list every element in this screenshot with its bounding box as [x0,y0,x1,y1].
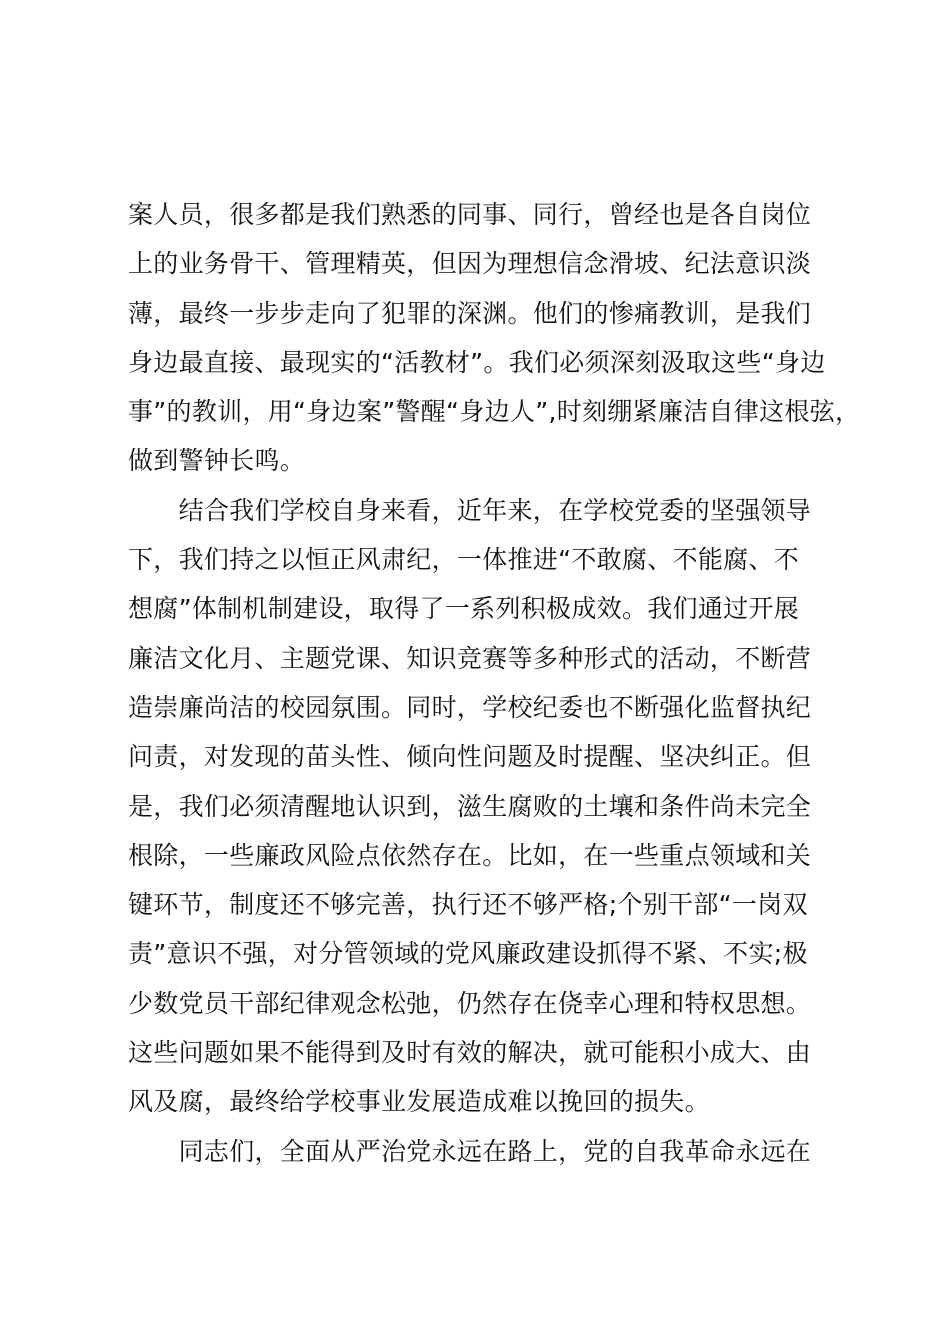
text-line: 身边最直接、最现实的“活教材”。我们必须深刻汲取这些“身边 [128,347,826,377]
text-line: 少数党员干部纪律观念松弛，仍然存在侥幸心理和特权思想。 [128,988,812,1018]
text-line: 造崇廉尚洁的校园氛围。同时，学校纪委也不断强化监督执纪 [128,692,812,722]
text-line: 风及腐，最终给学校事业发展造成难以挽回的损失。 [128,1087,710,1117]
text-line: 上的业务骨干、管理精英，但因为理想信念滑坡、纪法意识淡 [128,249,812,279]
text-line: 根除，一些廉政风险点依然存在。比如，在一些重点领域和关 [128,840,812,870]
paragraph-start-line: 结合我们学校自身来看，近年来，在学校党委的坚强领导 [128,495,812,525]
text-line: 这些问题如果不能得到及时有效的解决，就可能积小成大、由 [128,1038,812,1068]
text-line: 问责，对发现的苗头性、倾向性问题及时提醒、坚决纠正。但 [128,742,812,772]
text-line: 廉洁文化月、主题党课、知识竞赛等多种形式的活动，不断营 [128,643,812,673]
text-line: 键环节，制度还不够完善，执行还不够严格;个别干部“一岗双 [128,890,808,920]
body-text [128,190,861,1176]
text-line: 薄，最终一步步走向了犯罪的深渊。他们的惨痛教训，是我们 [128,298,812,328]
text-line: 想腐”体制机制建设，取得了一系列积极成效。我们通过开展 [128,594,800,624]
text-line: 事”的教训，用“身边案”警醒“身边人”,时刻绷紧廉洁自律这根弦， [128,397,861,427]
text-line: 下，我们持之以恒正风肃纪，一体推进“不敢腐、不能腐、不 [128,545,800,575]
paragraph-start-line: 同志们，全面从严治党永远在路上，党的自我革命永远在 [128,1136,812,1166]
text-line: 是，我们必须清醒地认识到，滋生腐败的土壤和条件尚未完全 [128,791,812,821]
text-line: 案人员，很多都是我们熟悉的同事、同行，曾经也是各自岗位 [128,200,812,229]
text-line: 责”意识不强，对分管领域的党风廉政建设抓得不紧、不实;极 [128,939,808,969]
text-line: 做到警钟长鸣。 [128,446,306,476]
